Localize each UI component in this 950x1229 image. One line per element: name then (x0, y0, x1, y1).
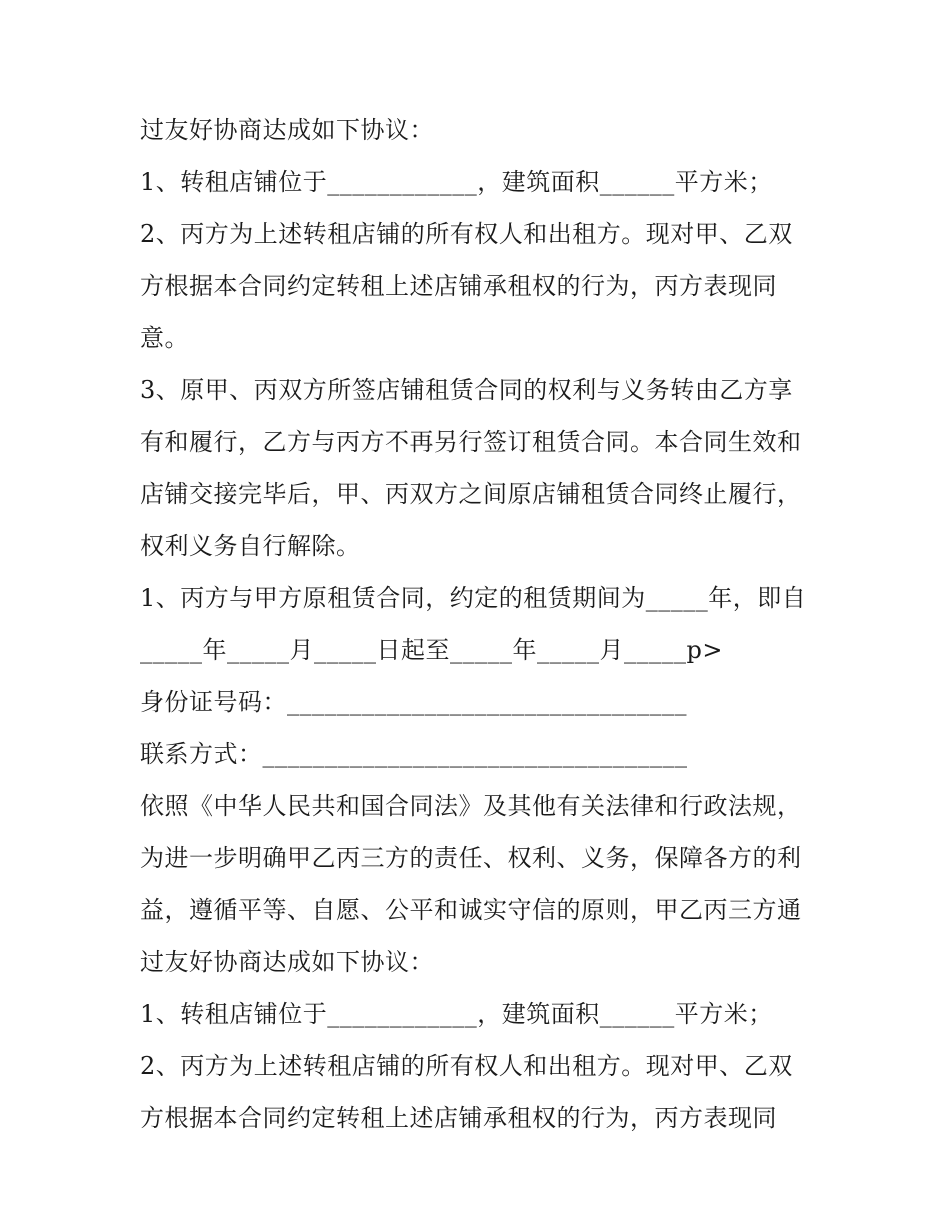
document-body (140, 104, 820, 1144)
text-line: 联系方式：__________________________________ (140, 740, 688, 768)
text-line: 店铺交接完毕后，甲、丙双方之间原店铺租赁合同终止履行， (140, 480, 802, 508)
text-line: 1、转租店铺位于____________，建筑面积______平方米； (140, 1000, 773, 1028)
text-line: _____年_____月_____日起至_____年_____月_____p> (140, 636, 723, 664)
text-line: 2、丙方为上述转租店铺的所有权人和出租方。现对甲、乙双 (140, 220, 793, 248)
text-line: 3、原甲、丙双方所签店铺租赁合同的权利与义务转由乙方享 (140, 376, 793, 404)
text-line: 意。 (140, 324, 189, 352)
text-line: 1、转租店铺位于____________，建筑面积______平方米； (140, 168, 773, 196)
text-line: 为进一步明确甲乙丙三方的责任、权利、义务，保障各方的利 (140, 844, 802, 872)
text-line: 依照《中华人民共和国合同法》及其他有关法律和行政法规， (140, 792, 802, 820)
text-line: 权利义务自行解除。 (140, 532, 361, 560)
text-line: 益，遵循平等、自愿、公平和诚实守信的原则，甲乙丙三方通 (140, 896, 802, 924)
text-line: 过友好协商达成如下协议： (140, 116, 434, 144)
text-line: 身份证号码：________________________________ (140, 688, 687, 716)
text-line: 有和履行，乙方与丙方不再另行签订租赁合同。本合同生效和 (140, 428, 802, 456)
text-line: 过友好协商达成如下协议： (140, 948, 434, 976)
text-line: 方根据本合同约定转租上述店铺承租权的行为，丙方表现同 (140, 1104, 777, 1132)
text-line: 方根据本合同约定转租上述店铺承租权的行为，丙方表现同 (140, 272, 777, 300)
text-line: 1、丙方与甲方原租赁合同，约定的租赁期间为_____年，即自 (140, 584, 807, 612)
text-line: 2、丙方为上述转租店铺的所有权人和出租方。现对甲、乙双 (140, 1052, 793, 1080)
